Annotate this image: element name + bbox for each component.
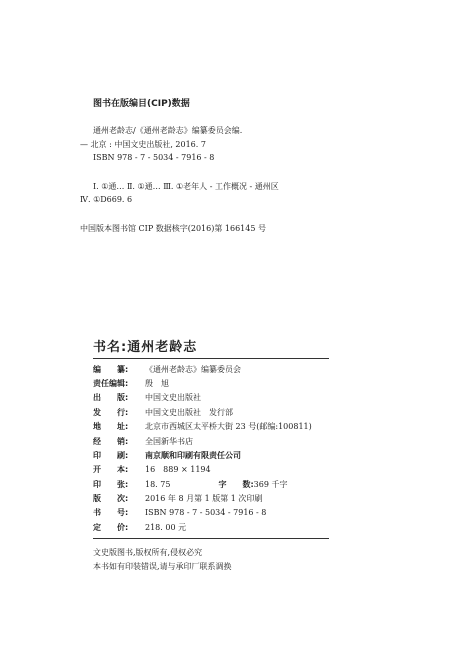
meta-row-publisher: [93, 392, 201, 403]
meta-value: 18. 75: [145, 480, 171, 489]
meta-value: 南京顺和印刷有限责任公司: [145, 451, 241, 460]
meta-label: 印 张:: [93, 480, 129, 489]
meta-label: 开 本:: [93, 465, 129, 474]
meta-row-printer: [93, 450, 241, 461]
meta-label: 定 价:: [93, 523, 129, 532]
meta-label: 经 销:: [93, 437, 129, 446]
cip-line-5: Ⅳ. ①D669. 6: [80, 195, 133, 204]
meta-row-editor: [93, 378, 169, 389]
book-name: 书名:通州老龄志: [93, 340, 198, 355]
meta-row-isbn: [93, 507, 266, 518]
meta-label: 编 纂:: [93, 365, 129, 374]
meta-value: 中国文史出版社 发行部: [145, 408, 233, 417]
meta-value: 殷 旭: [145, 379, 169, 388]
footer-notice: 本书如有印装错误,请与承印厂联系调换: [93, 562, 232, 571]
meta-value: 《通州老龄志》编纂委员会: [145, 365, 241, 374]
meta-value-wordcount: 369 千字: [253, 480, 288, 489]
meta-label-wordcount: 字 数:: [218, 480, 254, 489]
cip-line-4: Ⅰ. ①通… Ⅱ. ①通… Ⅲ. ①老年人 - 工作概况 - 通州区: [93, 182, 279, 191]
meta-value: 16 889 × 1194: [145, 465, 211, 474]
meta-row-address: [93, 421, 312, 432]
meta-value: 中国文史出版社: [145, 393, 201, 402]
meta-row-distributor: [93, 407, 233, 418]
meta-label: 发 行:: [93, 408, 129, 417]
cip-line-2: — 北京 : 中国文史出版社, 2016. 7: [80, 140, 206, 149]
meta-value: 218. 00 元: [145, 523, 187, 532]
meta-label: 版 次:: [93, 494, 129, 503]
divider-top: [93, 358, 329, 359]
meta-row-compiler: [93, 364, 241, 375]
cip-line-6: 中国版本图书馆 CIP 数据核字(2016)第 166145 号: [80, 224, 266, 233]
meta-label: 责任编辑:: [93, 379, 129, 388]
cip-title: 图书在版编目(CIP)数据: [93, 99, 190, 109]
meta-row-price: [93, 522, 186, 533]
meta-value: 2016 年 8 月第 1 版第 1 次印刷: [145, 494, 263, 503]
meta-row-sheets: [93, 479, 287, 490]
meta-value: ISBN 978 - 7 - 5034 - 7916 - 8: [145, 508, 267, 517]
meta-label: 书 号:: [93, 508, 129, 517]
meta-label: 出 版:: [93, 393, 129, 402]
meta-row-seller: [93, 436, 193, 447]
meta-label: 印 刷:: [93, 451, 129, 460]
meta-label: 地 址:: [93, 422, 129, 431]
cip-line-1: 通州老龄志/《通州老龄志》编纂委员会编.: [93, 126, 243, 135]
meta-value: 全国新华书店: [145, 437, 193, 446]
meta-row-format: [93, 464, 211, 475]
footer-copyright: 文史版图书,版权所有,侵权必究: [93, 548, 203, 557]
cip-line-3: ISBN 978 - 7 - 5034 - 7916 - 8: [93, 153, 215, 162]
meta-value: 北京市西城区太平桥大街 23 号(邮编:100811): [145, 422, 312, 431]
divider-bottom: [93, 538, 329, 539]
meta-row-edition: [93, 493, 262, 504]
